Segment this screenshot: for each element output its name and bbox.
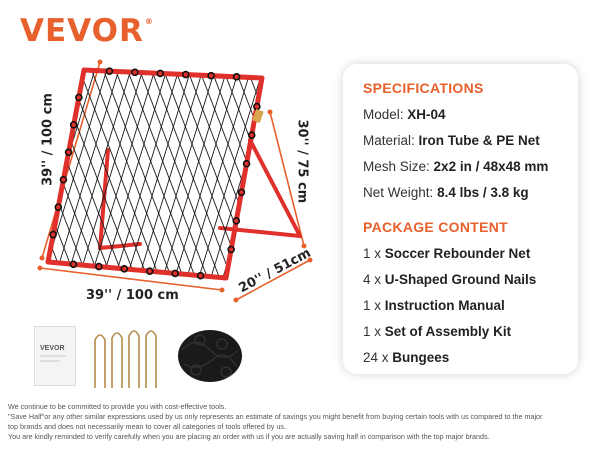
spec-value: 2x2 in / 48x48 mm bbox=[433, 159, 549, 174]
package-item bbox=[363, 324, 511, 339]
manual-logo: VEVOR bbox=[40, 345, 65, 352]
bungee-bundle bbox=[178, 330, 242, 382]
dimension-height-left: 39'' / 100 cm bbox=[40, 93, 56, 186]
disclaimer-line: We continue to be committed to provide you with cost-effective tools. bbox=[8, 402, 227, 411]
disclaimer-line: You are kindly reminded to verify carefully when you are placing an order with us if you are actually saving half in comparison with the top major brands. bbox=[8, 432, 490, 441]
spec-value: Iron Tube & PE Net bbox=[418, 133, 540, 148]
package-item bbox=[363, 298, 505, 313]
spec-row-net-weight bbox=[363, 185, 529, 200]
manual-line bbox=[40, 360, 60, 362]
package-qty: 1 x bbox=[363, 298, 382, 313]
spec-row-mesh-size bbox=[363, 159, 548, 174]
dimension-width-bottom: 39'' / 100 cm bbox=[86, 288, 179, 303]
brand-name: VEVOR bbox=[20, 13, 144, 49]
package-qty: 4 x bbox=[363, 272, 382, 287]
package-item bbox=[363, 272, 536, 287]
package-qty: 1 x bbox=[363, 324, 382, 339]
package-name: Instruction Manual bbox=[384, 298, 505, 313]
specifications-title: SPECIFICATIONS bbox=[363, 80, 484, 96]
package-name: Soccer Rebounder Net bbox=[384, 246, 531, 261]
package-item bbox=[363, 350, 449, 365]
package-qty: 24 x bbox=[363, 350, 389, 365]
package-name: U-Shaped Ground Nails bbox=[384, 272, 537, 287]
package-name: Bungees bbox=[392, 350, 450, 365]
spec-value: 8.4 lbs / 3.8 kg bbox=[437, 185, 529, 200]
specification-card bbox=[343, 64, 578, 374]
manual-line bbox=[40, 355, 66, 357]
spec-label: Model: bbox=[363, 107, 404, 122]
spec-label: Material: bbox=[363, 133, 415, 148]
ground-nails bbox=[95, 331, 156, 388]
package-name: Set of Assembly Kit bbox=[384, 324, 512, 339]
spec-label: Net Weight: bbox=[363, 185, 434, 200]
spec-row-model bbox=[363, 107, 446, 122]
disclaimer-line: "Save Half"or any other similar expressions used by us only represents an estimate of savings you might benefit from buying certain tools with us compared to the major bbox=[8, 412, 543, 421]
disclaimer bbox=[8, 402, 596, 442]
package-qty: 1 x bbox=[363, 246, 382, 261]
instruction-manual-image bbox=[34, 326, 76, 386]
dimension-depth: 20'' / 51cm bbox=[236, 245, 314, 297]
spec-value: XH-04 bbox=[407, 107, 446, 122]
spec-row-material bbox=[363, 133, 540, 148]
package-content-title: PACKAGE CONTENT bbox=[363, 219, 509, 235]
disclaimer-line: top brands and does not necessarily mean to cover all categories of tools offered by us. bbox=[8, 422, 286, 431]
registered-mark: ® bbox=[144, 17, 154, 26]
dimension-height-right: 30'' / 75 cm bbox=[294, 119, 310, 204]
package-item bbox=[363, 246, 530, 261]
spec-label: Mesh Size: bbox=[363, 159, 430, 174]
